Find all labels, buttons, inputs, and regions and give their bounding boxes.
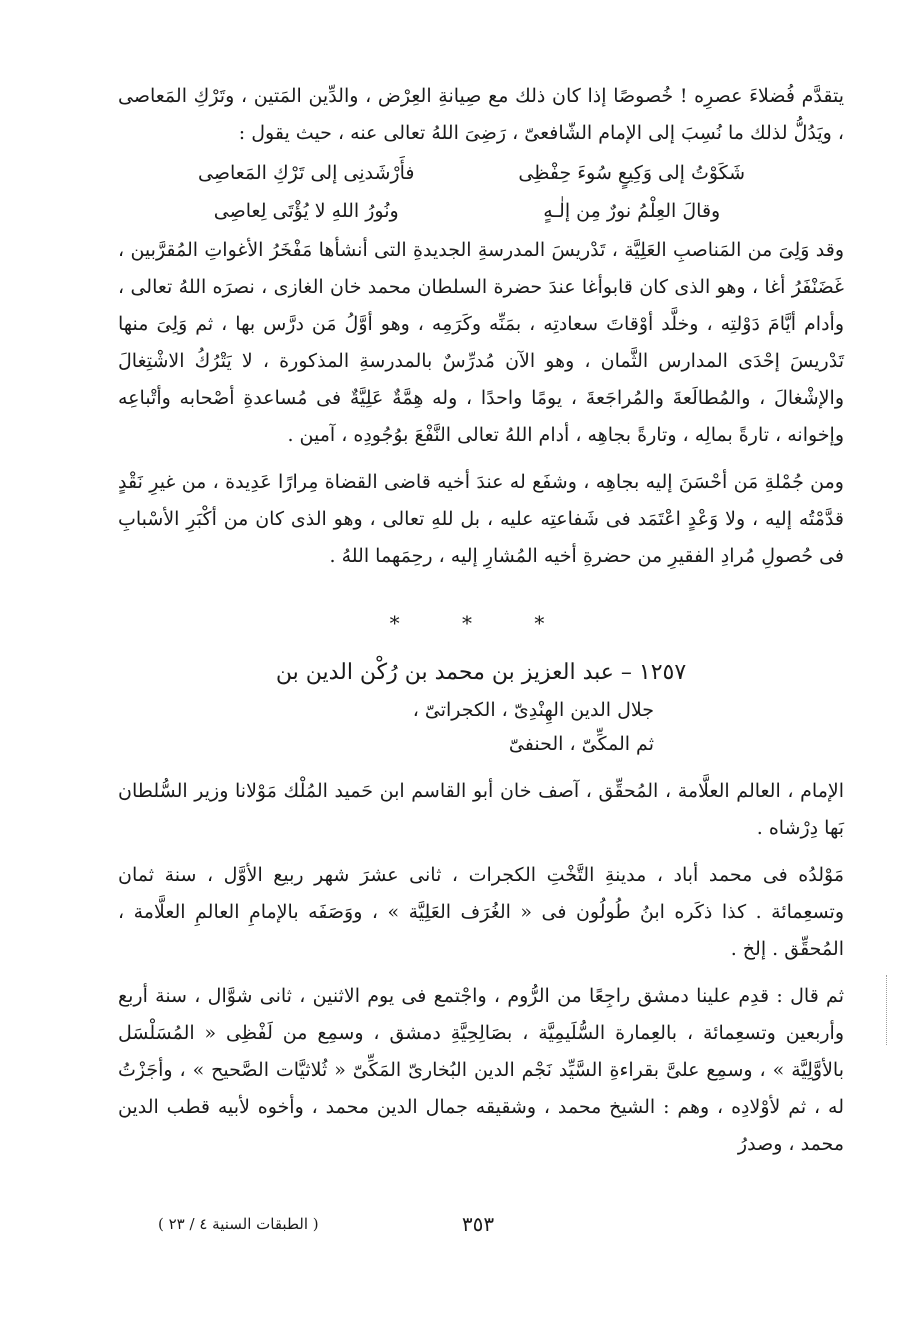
page-number: ٣٥٣ <box>461 1212 495 1236</box>
verse-2 <box>118 192 844 230</box>
verse-1-first-hemistich: شَكَوْتُ إلى وَكِيعٍ سُوءَ حِفْظِى <box>518 162 746 184</box>
volume-reference: ( الطبقات السنية ٤ / ٢٣ ) <box>158 1215 319 1233</box>
paragraph-intercession: ومن جُمْلةِ مَن أحْسَنَ إليه بجاهِه ، وشفَع له عندَ أخيه قاضى القضاة مِرارًا عَدِيدة ، من غيرِ نَقْدٍ قدَّمْتُه إليه ، ولا وَعْدٍ اعْتَمَد فى شَفاعتِه عليه ، بل للهِ تعالى ، وهو الذى كان من أكْبَرِ الأسْبابِ فى حُصولِ مُرادِ الفقيرِ من حضرةِ أخيه المُشارِ إليه ، رحِمَهما اللهُ . <box>118 471 844 567</box>
verse-1 <box>118 154 844 192</box>
entry-title: ١٢٥٧ – عبد العزيز بن محمد بن رُكْن الدين بن <box>275 660 687 685</box>
verse-2-second-hemistich: ونُورُ اللهِ لا يُؤْتَى لِعاصِى <box>213 200 399 222</box>
page-body <box>118 78 844 1163</box>
entry-subtitle-1: جلال الدين الهِنْدِىّ ، الكجراتىّ ، <box>412 699 654 721</box>
entry-subtitle-2: ثم المكِّىّ ، الحنفىّ <box>508 733 654 755</box>
verse-2-first-hemistich: وقالَ العِلْمُ نورٌ مِن إلٰـهٍ <box>543 200 721 222</box>
scan-margin-mark <box>886 975 901 1045</box>
paragraph-intro: يتقدَّم فُضلاءَ عصرِه ! خُصوصًا إذا كان ذلك مع صِيانةِ العِرْض ، والدِّين المَتين ، وتَرْكِ المَعاصى ، ويَدُلُّ لذلك ما نُسِبَ إلى الإمام الشّافعىّ ، رَضِىَ اللهُ تعالى عنه ، حيث يقول : <box>118 85 844 144</box>
entry-paragraph-birth: مَوْلدُه فى محمد أباد ، مدينةِ التَّخْتِ الكجرات ، ثانى عشرَ شهر ربيع الأوَّل ، سنة ثمان وتسعِمائة . كذا ذكَره ابنُ طُولُون فى « الغُرَف العَلِيَّة » ، ووَصَفَه بالإمامِ العالمِ العلَّامة ، المُحقِّق . إلخ . <box>118 864 844 960</box>
entry-paragraph-titles: الإمام ، العالم العلَّامة ، المُحقِّق ، آصف خان أبو القاسم ابن حَميد المُلْك مَوْلانا وزير السُّلطان بَها دِرْشاه . <box>118 780 844 839</box>
page-footer <box>118 1209 844 1239</box>
section-separator: * * * <box>389 611 573 635</box>
entry-paragraph-narration: ثم قال : قدِم علينا دمشق راجِعًا من الرُّوم ، واجْتمع فى يوم الاثنين ، ثانى شوَّال ، سنة أربع وأربعين وتسعِمائة ، بالعِمارة السُّلَيمِيَّة ، بصَالِحِيَّةِ دمشق ، وسمِع من لَفْظِى « المُسَلْسَل بالأوَّلِيَّة » ، وسمِع علىَّ بقراءةِ السَّيِّد نَجْم الدين البُخارىّ المَكِّىّ « ثُلاثيَّات الصَّحيح » ، وأجَزْتُ له ، ثم لأوْلادِه ، وهم : الشيخ محمد ، وشقيقه جمال الدين محمد ، وأخوه لأبيه قطب الدين محمد ، وصدرُ <box>118 985 844 1155</box>
poem-verses <box>118 154 844 230</box>
entry-heading <box>118 653 844 761</box>
verse-1-second-hemistich: فأَرْشَدنِى إلى تَرْكِ المَعاصِى <box>197 162 415 184</box>
paragraph-positions: وقد وَلِىَ من المَناصبِ العَلِيَّة ، تَدْريسَ المدرسةِ الجديدةِ التى أنشأها مَفْخَرُ الأغواتِ المُقرَّبين ، غَضَنْفَرُ أغا ، وهو الذى كان قابوأغا عندَ حضرة السلطان محمد خان الغازى ، نصرَه اللهُ تعالى ، وأدام أيَّامَ دَوْلتِه ، وخلَّد أوْقاتَ سعادتِه ، بمَنِّه وكَرَمِه ، وهو أوَّلُ مَن درَّس بها ، ثم وَلِىَ منها تَدْريسَ إحْدَى المدارس الثَّمان ، وهو الآن مُدرِّسٌ بالمدرسةِ المذكورة ، لا يَتْرُكُ الاشْتِغالَ والإشْغالَ ، والمُطالَعةَ والمُراجَعةَ ، يومًا واحدًا ، وله هِمَّةٌ عَلِيَّةٌ فى مُساعدةِ أصْحابه وأتْباعِه وإخوانه ، تارةً بمالِه ، وتارةً بجاهِه ، أدام اللهُ تعالى النَّفْعَ بوُجُودِه ، آمين . <box>118 239 844 446</box>
